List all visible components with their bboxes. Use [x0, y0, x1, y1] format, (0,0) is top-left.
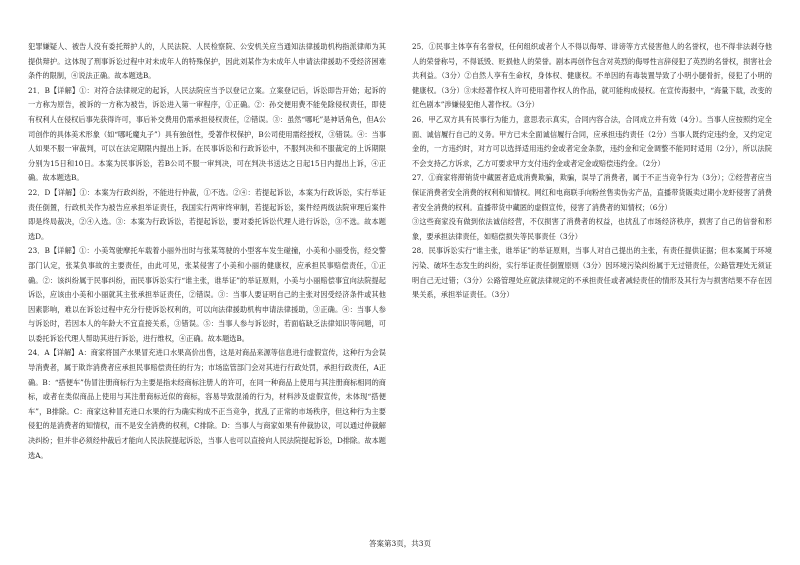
page-footer: 答案第3页，共3页	[368, 539, 432, 548]
answer-25: 25．①民事主体享有名誉权，任何组织或者个人不得以侮辱、诽谤等方式侵害他人的名誉权，也不得非法剥夺他人的荣誉称号，不得诋毁、贬损他人的荣誉。剧本再创作包含对英烈的侮辱性言辞侵犯了英烈的名誉权，损害社会共利益。（3分）②自然人享有生命权，身体权、健康权。不单因的有毒装置导致了小明小腿骨折，侵犯了小明的健康权。（3分）③未经著作权人许可使用著作权人的作品，就可能构成侵权。在宣传海报中，“海量下载，改变的红色剧本”涉嫌侵犯他人著作权。（3分）	[412, 42, 772, 110]
answer-27-cont: ③这些商家没有做到依法诚信经营，不仅损害了消费者的权益，也扰乱了市场经济秩序，损害了自己的信誉和形象，要承担法律责任，如赔偿损失等民事责任（3分）	[412, 217, 772, 241]
answer-27: 27．①商家将滞销货中藏匿者造成消费欺骗，欺骗，误导了消费者，属于不正当竞争行为（3分）；②经营者应当保证消费者安全消费的权利和知情权。网红和电商联手向粉丝售卖伪劣产品，直播带货販卖过期小龙虾侵害了消费者安全消费的权利。直播带货中藏匿的虚假宣传，侵害了消费者的知情权；（6分）	[412, 173, 772, 212]
paragraph-continuation: 犯罪嫌疑人、被告人没有委托辩护人的，人民法院、人民检察院、公安机关应当通知法律援助机构指派律师为其提供辩护。这体现了刑事诉讼过程中对未成年人的特殊保护，因此刘某作为未成年人申请法律援助不受经济困难条件的限制，④说法正确。故本题选B。	[28, 42, 386, 81]
answer-22: 22．D【详解】①：本案为行政纠纷，不能进行仲裁，①不选。②④：若提起诉讼，本案为行政诉讼，实行举证责任倒置，行政机关作为被告应承担举证责任，我国实行两审终审制，若提起诉讼，案件经两级法院审理后案件即是终局裁决，②④入选。③：本案为行政诉讼，若提起诉讼，要对委托诉讼代理人进行诉讼，③不选。故本题选D。	[28, 187, 386, 241]
answer-21: 21．B【详解】①：对符合法律规定的起诉，人民法院应当予以登记立案。立案登记后，诉讼即告开始；起诉的一方称为原告，被诉的一方称为被告，诉讼进入第一审程序，①正确。②：孙交便用费不能免除侵权责任，即使有权利人在侵权后事先获得许可，事后补交费用仍需承担侵权责任，②错误。③：虽然“哪吒”是神话角色，但A公司创作的具体美术形象（如“哪吒魔丸子”）具有独创性，受著作权保护，B公司使用需经授权，③错误。④：当事人如果不服一审裁判，可以在法定期限内提出上诉。在民事诉讼和行政诉讼中，不服判决和不服裁定的上诉期限分别为15日和10日。本案为民事诉讼，若B公司不服一审判决，可在判决书送达之日起15日内提出上诉，④正确。故本题选B。	[28, 85, 386, 183]
answer-23: 23．B【详解】①：小美驾驶摩托车载着小丽外出时与张某驾驶的小型客车发生碰撞，小美和小丽受伤，经交警部门认定，张某负事故的主要责任，由此可见，张某侵害了小美和小丽的健康权，应承担民事赔偿责任，①正确。②：该纠纷属于民事纠纷，而民事诉讼实行“谁主张，谁举证”的举证原则，小美与小丽赔偿事宜向法院提起诉讼，应该由小美和小丽就其主张承担举证责任，②错误。③：当事人要证明自己的主张对因受经济条件或其他因素影响，难以在诉讼过程中充分行使诉讼权利的，可以向法律援助机构申请法律援助，③正确。④：当事人参与诉讼时，若因本人的年龄大不宜直接关系，③错误。⑤：当事人参与诉讼时，若面临缺乏法律知识等问题，可以委托诉讼代理人帮助其进行诉讼，进行维权，④正确。故本题选B。	[28, 246, 386, 343]
answer-28: 28．民事诉讼实行“谁主张，谁举证”的举证原则，当事人对自己提出的主张，有责任提供证据；但本案属于环境污染、破坏生态发生的纠纷，实行举证责任倒置原则（3分）因环境污染纠纷属于无过错责任，公路管理处无须证明自己无过错；（3分）公路管理处应就法律规定的不承担责任或者减轻责任的情形及其行为与损害结果不存在因果关系，承担举证责任。（3分）	[412, 246, 772, 300]
right-column	[412, 40, 772, 303]
left-column	[28, 40, 386, 463]
answer-24: 24．A【详解】A：商家将国产水果冒充进口水果高价出售，这是对商品来源等信息进行虚假宣传，这种行为会误导消费者，属于欺诈消费者应承担民事赔偿责任的行为；市场监管部门会对其进行行政处罚，承担行政责任，A正确。B：“搭便车”伪冒注册商标行为主要是指未经商标注册人的许可，在同一种商品上使用与其注册商标相同的商标，或者在类似商品上使用与其注册商标近似的商标，容易导致混淆的行为，材料涉及虚假宣传，未体现“搭便车”，B排除。C：商家这种冒充进口水果的行为确实构成不正当竞争，扰乱了正常的市场秩序，但这种行为主要侵犯的是消费者的知情权，而不是安全消费的权利，C排除。D：当事人与商家如果有仲裁协议，可以通过仲裁解决纠纷；但并非必须经仲裁后才能向人民法院提起诉讼，当事人也可以直接向人民法院提起诉讼，D排除。故本题选A。	[28, 348, 386, 460]
answer-26: 26．甲乙双方具有民事行为能力，意思表示真实，合同内容合法，合同成立并有效（4分）。当事人应按照约定全面、诚信履行自己的义务。甲方已未全面诚信履行合同，应承担违约责任（2分）当事人既约定违约金，又约定定金的，一方违约时，对方可以选择适用违约金或者定金条款，违约金和定金调整不能同时适用（2分），所以法院不会支持乙方诉求，乙方可要求甲方支付违约金或者定金或赔偿违约金。（2分）	[412, 114, 772, 168]
